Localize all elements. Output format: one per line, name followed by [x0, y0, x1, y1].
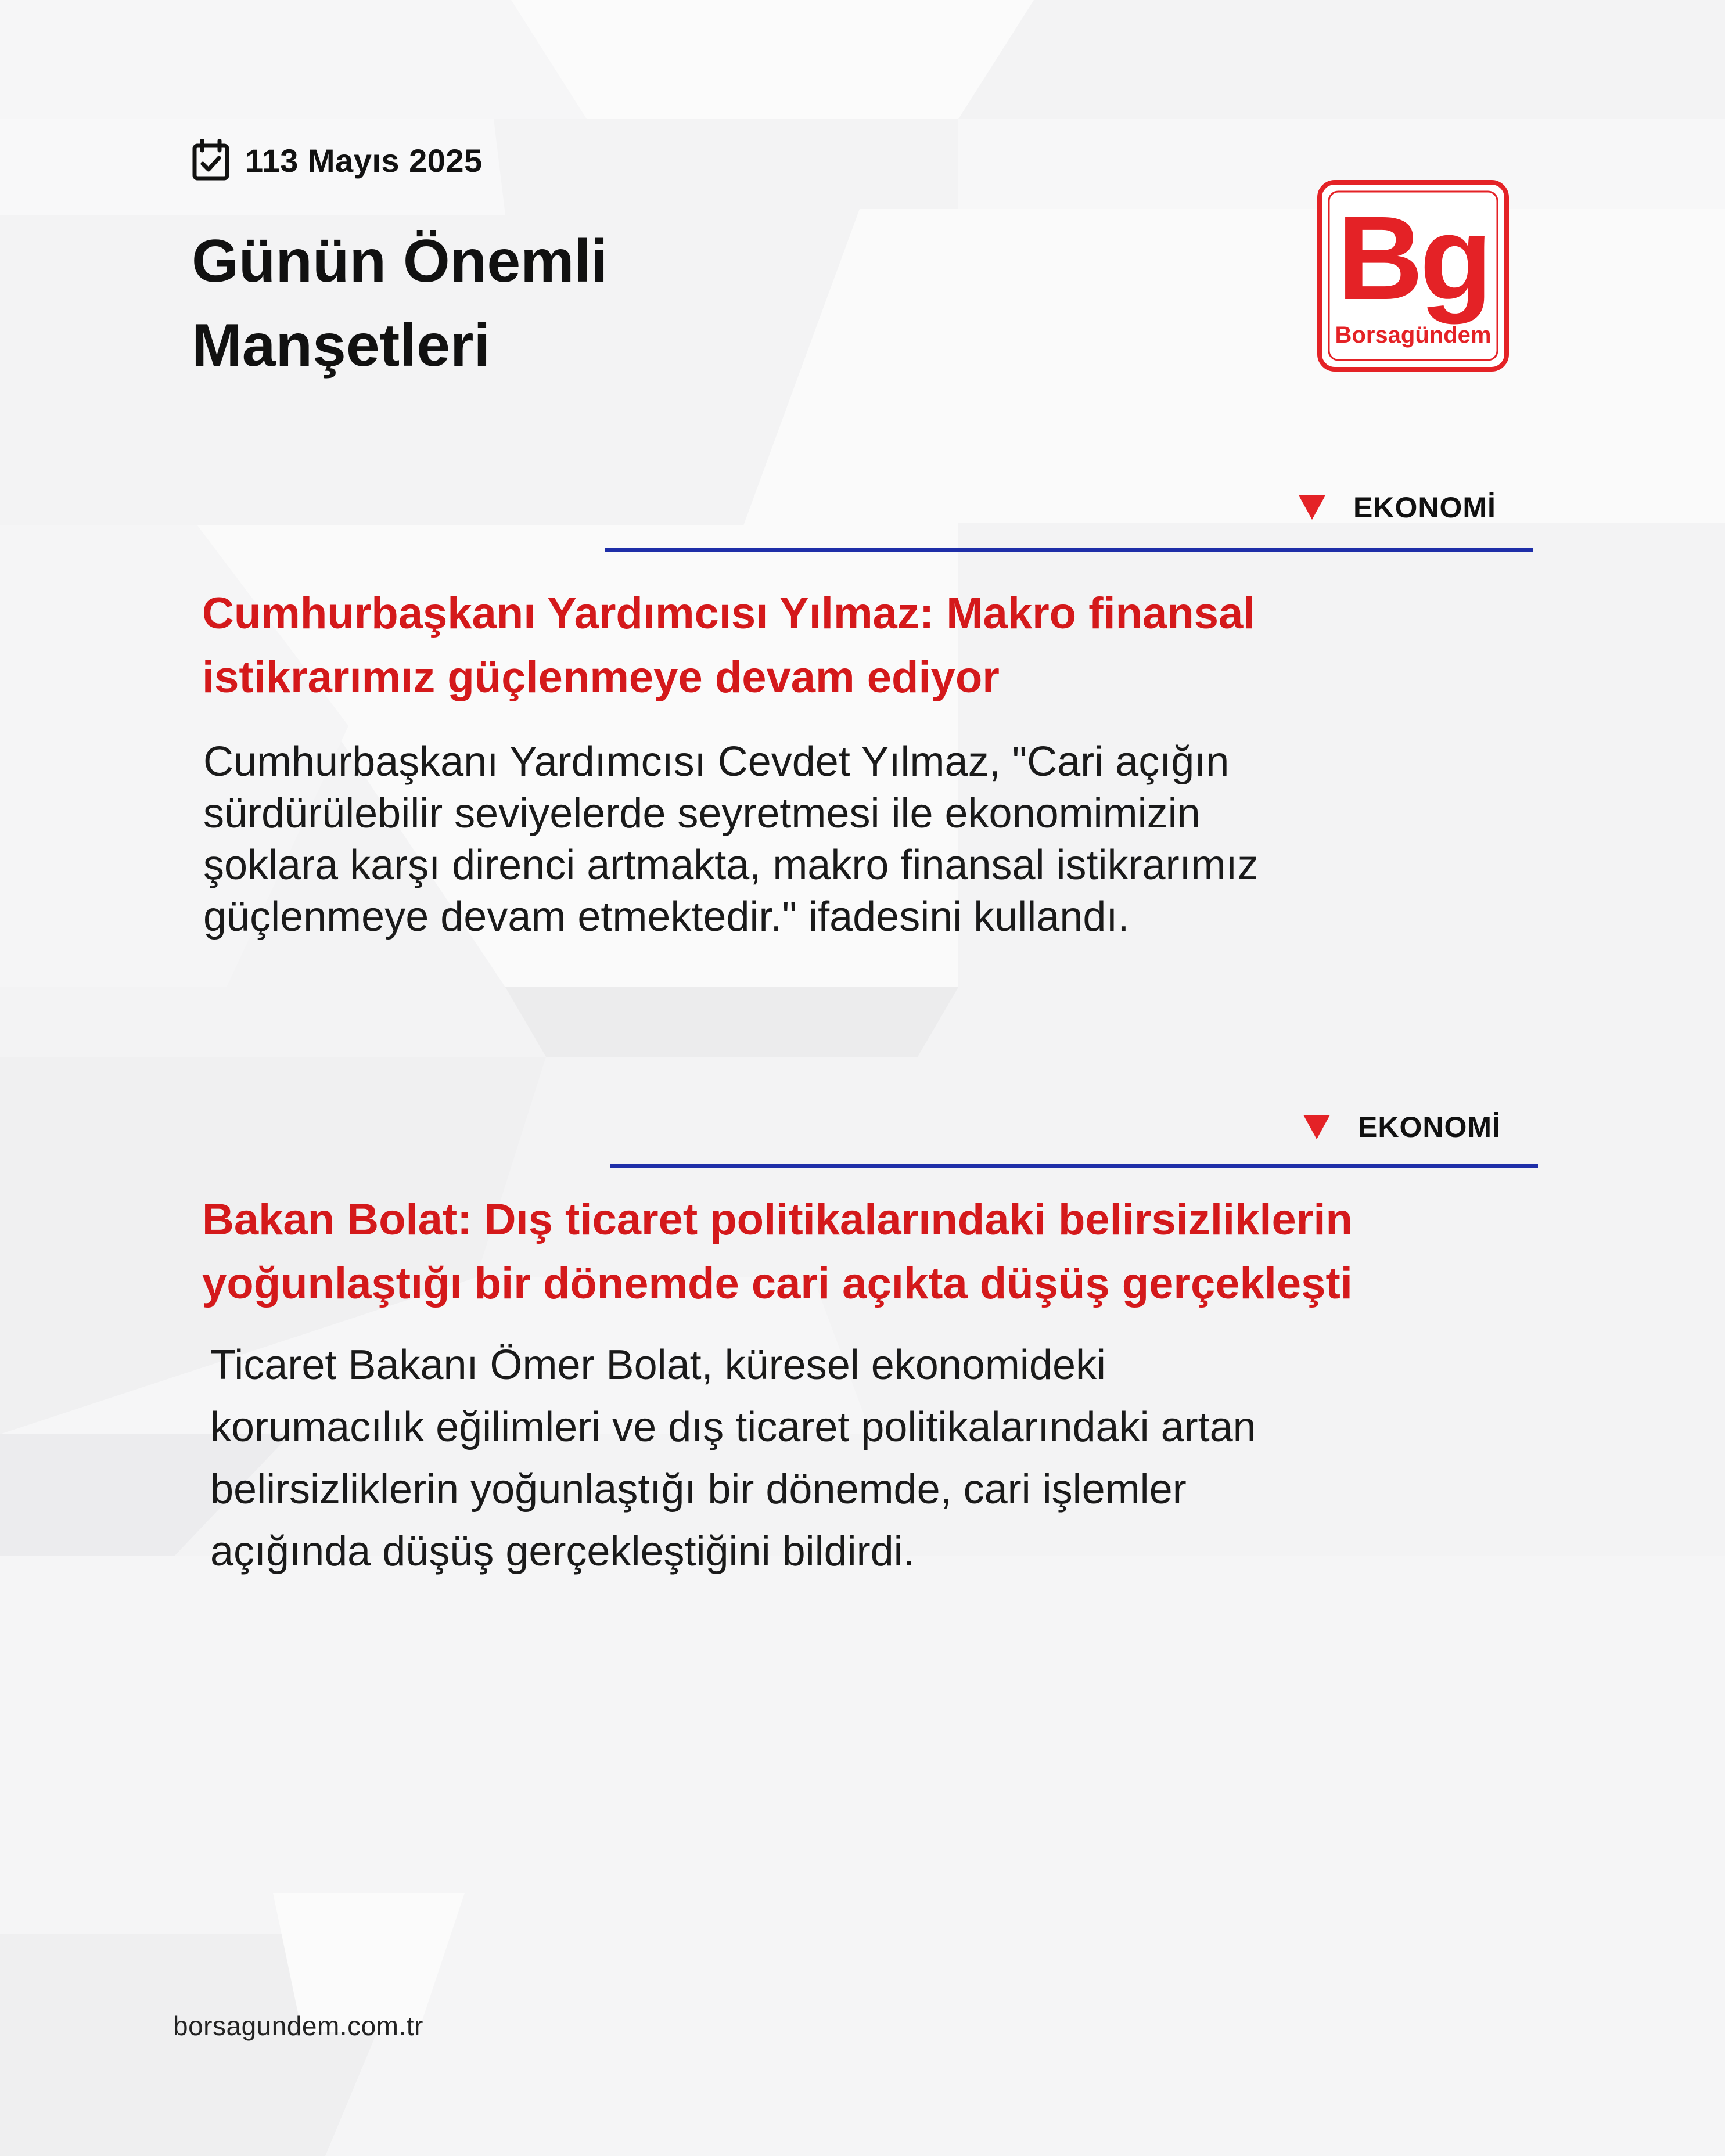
article-1-divider: [605, 548, 1533, 552]
article-2-headline[interactable]: [202, 1188, 1353, 1316]
article-1-body-line-3: şoklara karşı direnci artmakta, makro finansal istikrarımız: [203, 842, 1259, 888]
triangle-down-icon: [1299, 495, 1325, 520]
article-1-headline-line-1: Cumhurbaşkanı Yardımcısı Yılmaz: Makro finansal: [202, 589, 1256, 638]
article-1-headline-line-2: istikrarımız güçlenmeye devam ediyor: [202, 653, 1000, 702]
article-1-body-line-1: Cumhurbaşkanı Yardımcısı Cevdet Yılmaz, "Cari açığın: [203, 739, 1230, 785]
article-1-body-line-2: sürdürülebilir seviyelerde seyretmesi ile ekonomimizin: [203, 790, 1201, 837]
date-label: 113 Mayıs 2025: [245, 142, 483, 179]
page-title-line-2: Manşetleri: [192, 312, 491, 379]
article-1-category-tag: [1299, 491, 1496, 524]
article-2-divider: [610, 1164, 1538, 1168]
article-2-category: EKONOMİ: [1358, 1111, 1501, 1143]
article-1-category: EKONOMİ: [1353, 491, 1496, 524]
borsagundem-logo: [1317, 180, 1509, 372]
article-2-headline-line-2: yoğunlaştığı bir dönemde cari açıkta düşüş gerçekleşti: [202, 1259, 1353, 1308]
date-row: [192, 139, 483, 181]
logo-name: Borsagündem: [1335, 322, 1492, 348]
logo-mark: Bg: [1337, 192, 1489, 325]
page-title: [192, 219, 714, 388]
footer-website-link[interactable]: borsagundem.com.tr: [173, 2011, 423, 2041]
article-1-body-line-4: güçlenmeye devam etmektedir." ifadesini kullandı.: [203, 894, 1130, 940]
article-2-body: [210, 1334, 1256, 1583]
calendar-check-icon: [192, 139, 230, 182]
article-2-body-line-1: Ticaret Bakanı Ömer Bolat, küresel ekonomideki: [210, 1342, 1106, 1388]
page-title-line-1: Günün Önemli: [192, 228, 608, 295]
article-2-headline-line-1: Bakan Bolat: Dış ticaret politikalarındaki belirsizliklerin: [202, 1195, 1353, 1244]
triangle-down-icon: [1303, 1115, 1330, 1139]
article-2-category-tag: [1303, 1110, 1501, 1144]
article-2-body-line-4: açığında düşüş gerçekleştiğini bildirdi.: [210, 1528, 915, 1575]
article-2-body-line-2: korumacılık eğilimleri ve dış ticaret politikalarındaki artan: [210, 1404, 1256, 1450]
article-1-body: [203, 736, 1259, 943]
article-2-body-line-3: belirsizliklerin yoğunlaştığı bir dönemde, cari işlemler: [210, 1466, 1187, 1513]
article-1-headline[interactable]: [202, 582, 1255, 710]
